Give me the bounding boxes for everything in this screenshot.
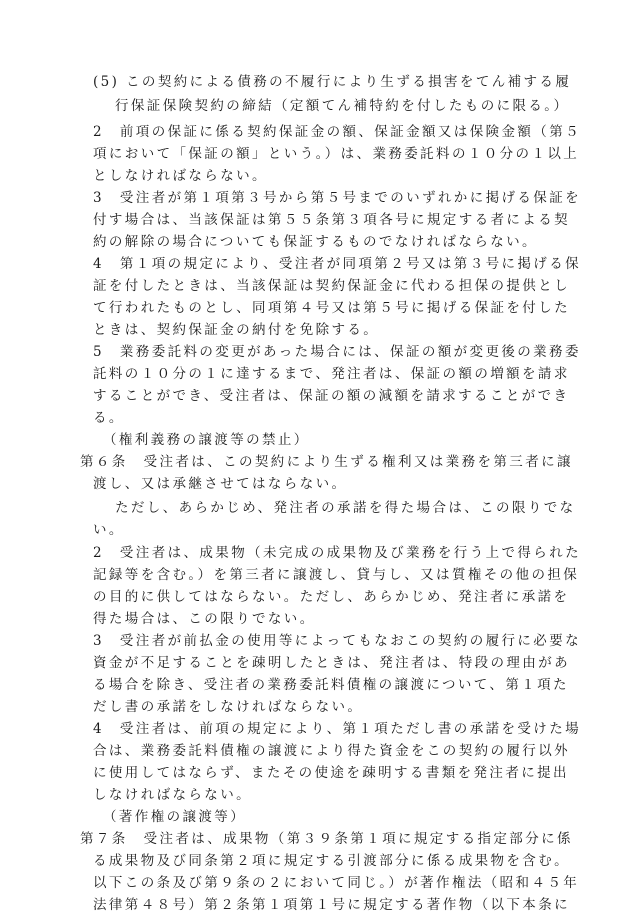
- text-line: ときは、契約保証金の納付を免除する。: [93, 322, 380, 338]
- text-line: て行われたものとし、同項第４号又は第５号に掲げる保証を付した: [93, 300, 570, 316]
- text-line: 2 受注者は、成果物（未完成の成果物及び業務を行う上で得られた: [93, 545, 581, 561]
- text-line: しなければならない。: [93, 787, 252, 803]
- text-line: 付す場合は、当該保証は第５５条第３項各号に規定する者による契: [93, 212, 570, 228]
- text-line: に使用してはならず、またその使途を疎明する書類を発注者に提出: [93, 765, 569, 781]
- text-line: 資金が不足することを疎明したときは、発注者は、特段の理由があ: [93, 655, 570, 671]
- text-line: ただし、あらかじめ、発注者の承諾を得た場合は、この限りでな: [115, 500, 576, 516]
- text-line: 託料の１０分の１に達するまで、発注者は、保証の額の増額を請求: [93, 366, 570, 382]
- text-line: 以下この条及び第９条の２において同じ。）が著作権法（昭和４５年: [93, 875, 580, 891]
- text-line: 合は、業務委託料債権の譲渡により得た資金をこの契約の履行以外: [93, 743, 570, 759]
- text-line: の目的に供してはならない。ただし、あらかじめ、発注者に承諾を: [93, 589, 570, 605]
- text-line: い。: [93, 522, 125, 538]
- section-heading: （著作権の譲渡等）: [103, 809, 247, 825]
- text-line: 記録等を含む。）を第三者に譲渡し、貸与し、又は質権その他の担保: [93, 567, 580, 583]
- text-line: る。: [93, 410, 125, 426]
- text-line: 渡し、又は承継させてはならない。: [93, 476, 348, 492]
- text-line: だし書の承諾をしなければならない。: [93, 699, 364, 715]
- text-line: 項において「保証の額」という。）は、業務委託料の１０分の１以上: [93, 146, 580, 162]
- text-line: 法律第４８号）第２条第１項第１号に規定する著作物（以下本条に: [93, 897, 570, 913]
- text-line: としなければならない。: [93, 168, 268, 184]
- text-line: (5) この契約による債務の不履行により生ずる損害をてん補する履: [93, 74, 572, 90]
- text-line: 行保証保険契約の締結（定額てん補特約を付したものに限る。）: [115, 98, 570, 114]
- text-line: 4 受注者は、前項の規定により、第１項ただし書の承諾を受けた場: [93, 721, 581, 737]
- section-heading: （権利義務の譲渡等の禁止）: [103, 432, 310, 448]
- text-line: 得た場合は、この限りでない。: [93, 611, 316, 627]
- text-line: 5 業務委託料の変更があった場合には、保証の額が変更後の業務委: [93, 344, 581, 360]
- text-line: 4 第１項の規定により、受注者が同項第２号又は第３号に掲げる保: [93, 256, 581, 272]
- text-line: 3 受注者が前払金の使用等によってもなおこの契約の履行に必要な: [93, 633, 581, 649]
- text-line: 3 受注者が第１項第３号から第５号までのいずれかに掲げる保証を: [93, 190, 581, 206]
- article-7-line: 第７条 受注者は、成果物（第３９条第１項に規定する指定部分に係: [80, 831, 573, 847]
- text-line: することができ、受注者は、保証の額の減額を請求することができ: [93, 388, 570, 404]
- text-line: 約の解除の場合についても保証するものでなければならない。: [93, 234, 538, 250]
- text-line: 2 前項の保証に係る契約保証金の額、保証金額又は保険金額（第５: [93, 124, 581, 140]
- text-line: 証を付したときは、当該保証は契約保証金に代わる担保の提供とし: [93, 278, 570, 294]
- text-line: る成果物及び同条第２項に規定する引渡部分に係る成果物を含む。: [93, 853, 570, 869]
- text-line: る場合を除き、受注者の業務委託料債権の譲渡について、第１項た: [93, 677, 569, 693]
- article-6-line: 第６条 受注者は、この契約により生ずる権利又は業務を第三者に譲: [80, 454, 573, 470]
